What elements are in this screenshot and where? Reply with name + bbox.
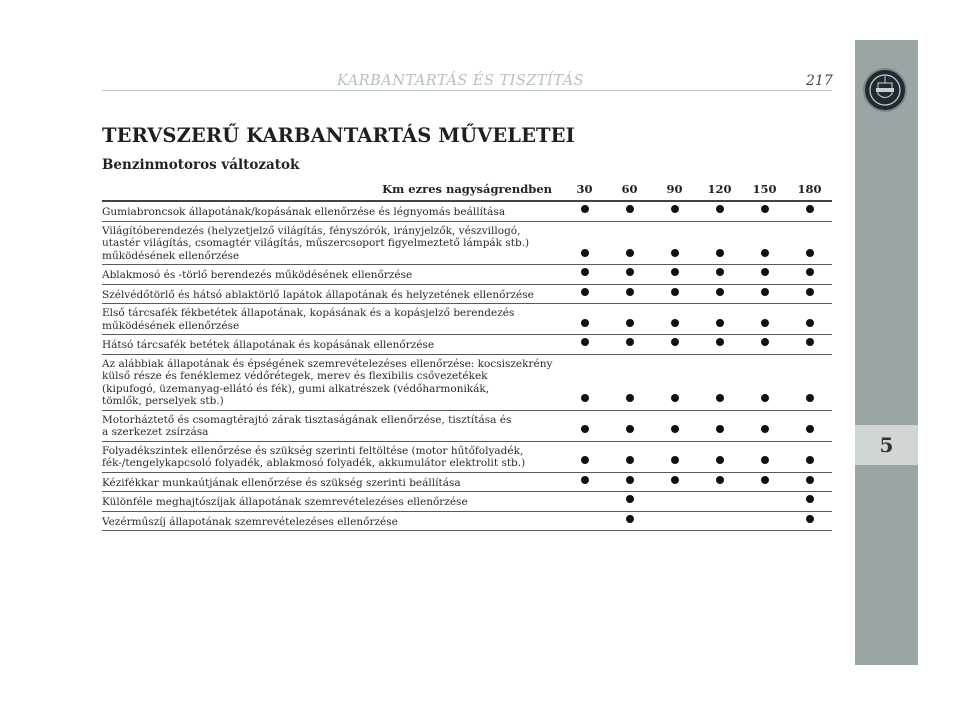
task-description — [102, 221, 562, 265]
table-row — [102, 354, 832, 410]
interval-cell — [697, 354, 742, 410]
scheduled-dot-icon — [761, 205, 769, 213]
scheduled-dot-icon — [716, 338, 724, 346]
scheduled-dot-icon — [581, 456, 589, 464]
empty-cell — [671, 515, 679, 523]
scheduled-dot-icon — [626, 476, 634, 484]
task-description-line: működésének ellenőrzése — [102, 319, 240, 332]
scheduled-dot-icon — [581, 288, 589, 296]
scheduled-dot-icon — [716, 288, 724, 296]
scheduled-dot-icon — [761, 476, 769, 484]
task-description — [102, 304, 562, 335]
scheduled-dot-icon — [626, 394, 634, 402]
interval-cell — [562, 492, 607, 512]
task-description — [102, 472, 562, 492]
interval-cell — [652, 335, 697, 355]
scheduled-dot-icon — [716, 456, 724, 464]
scheduled-dot-icon — [806, 338, 814, 346]
interval-cell — [562, 410, 607, 441]
interval-header: 150 — [742, 178, 787, 201]
interval-cell — [652, 304, 697, 335]
scheduled-dot-icon — [716, 319, 724, 327]
interval-cell — [787, 441, 832, 472]
task-description — [102, 354, 562, 410]
scheduled-dot-icon — [671, 319, 679, 327]
interval-cell — [607, 284, 652, 304]
empty-cell — [716, 515, 724, 523]
interval-cell — [607, 441, 652, 472]
task-description — [102, 511, 562, 531]
task-description — [102, 335, 562, 355]
task-description — [102, 410, 562, 441]
interval-cell — [652, 354, 697, 410]
scheduled-dot-icon — [671, 456, 679, 464]
scheduled-dot-icon — [671, 288, 679, 296]
scheduled-dot-icon — [581, 394, 589, 402]
empty-cell — [761, 515, 769, 523]
scheduled-dot-icon — [716, 205, 724, 213]
interval-cell — [787, 492, 832, 512]
task-description-line: Az alábbiak állapotának és épségének szemrevételezéses ellenőrzése: kocsiszekrény — [102, 357, 553, 370]
task-description-line: külső része és fenéklemez védőrétegek, merev és flexibilis csővezetékek — [102, 370, 488, 382]
interval-cell — [787, 472, 832, 492]
task-description-line: Szélvédőtörlő és hátsó ablaktörlő lapátok állapotának és helyzetének ellenőrzése — [102, 288, 534, 301]
interval-cell — [562, 201, 607, 221]
page-title: TERVSZERŰ KARBANTARTÁS MŰVELETEI — [102, 124, 575, 147]
interval-cell — [697, 284, 742, 304]
interval-header: 60 — [607, 178, 652, 201]
interval-cell — [742, 201, 787, 221]
interval-cell — [607, 335, 652, 355]
interval-cell — [562, 265, 607, 285]
scheduled-dot-icon — [806, 456, 814, 464]
interval-cell — [787, 304, 832, 335]
interval-cell — [652, 492, 697, 512]
scheduled-dot-icon — [761, 338, 769, 346]
interval-cell — [787, 335, 832, 355]
scheduled-dot-icon — [671, 249, 679, 257]
table-row — [102, 472, 832, 492]
scheduled-dot-icon — [761, 288, 769, 296]
scheduled-dot-icon — [761, 249, 769, 257]
empty-cell — [671, 495, 679, 503]
scheduled-dot-icon — [626, 495, 634, 503]
empty-cell — [761, 495, 769, 503]
scheduled-dot-icon — [761, 456, 769, 464]
interval-cell — [697, 304, 742, 335]
chapter-number: 5 — [855, 425, 918, 465]
interval-cell — [607, 472, 652, 492]
interval-cell — [742, 354, 787, 410]
scheduled-dot-icon — [626, 425, 634, 433]
chapter-sidebar — [855, 40, 918, 665]
task-description — [102, 284, 562, 304]
interval-cell — [697, 335, 742, 355]
interval-header: 30 — [562, 178, 607, 201]
task-description-line: Különféle meghajtószíjak állapotának szemrevételezéses ellenőrzése — [102, 496, 468, 508]
table-row — [102, 441, 832, 472]
table-row — [102, 335, 832, 355]
scheduled-dot-icon — [671, 476, 679, 484]
interval-cell — [652, 410, 697, 441]
task-description-line: Világítóberendezés (helyzetjelző világítás, fényszórók, irányjelzők, vészvillogó, — [102, 224, 521, 237]
scheduled-dot-icon — [761, 319, 769, 327]
logo-emblem-icon — [865, 70, 905, 110]
scheduled-dot-icon — [716, 249, 724, 257]
interval-cell — [742, 410, 787, 441]
interval-cell — [697, 511, 742, 531]
page-subtitle: Benzinmotoros változatok — [102, 157, 300, 173]
running-title: KARBANTARTÁS ÉS TISZTÍTÁS — [337, 73, 585, 89]
header-divider — [102, 90, 832, 91]
interval-cell — [787, 221, 832, 265]
interval-cell — [607, 221, 652, 265]
interval-cell — [787, 511, 832, 531]
scheduled-dot-icon — [761, 394, 769, 402]
scheduled-dot-icon — [716, 394, 724, 402]
scheduled-dot-icon — [806, 319, 814, 327]
interval-cell — [787, 201, 832, 221]
interval-header: 180 — [787, 178, 832, 201]
task-description-line: Ablakmosó és -törlő berendezés működésének ellenőrzése — [102, 269, 413, 281]
interval-cell — [742, 221, 787, 265]
scheduled-dot-icon — [806, 495, 814, 503]
interval-cell — [742, 265, 787, 285]
interval-cell — [742, 441, 787, 472]
maintenance-table — [102, 178, 832, 531]
table-row — [102, 511, 832, 531]
interval-cell — [607, 492, 652, 512]
interval-cell — [697, 472, 742, 492]
scheduled-dot-icon — [806, 288, 814, 296]
scheduled-dot-icon — [806, 205, 814, 213]
scheduled-dot-icon — [716, 425, 724, 433]
interval-cell — [787, 265, 832, 285]
interval-cell — [787, 410, 832, 441]
task-description-line: tömlők, perselyek stb.) — [102, 395, 224, 407]
interval-cell — [697, 492, 742, 512]
interval-cell — [787, 354, 832, 410]
scheduled-dot-icon — [671, 425, 679, 433]
task-description-line: Első tárcsafék fékbetétek állapotának, kopásának és a kopásjelző berendezés — [102, 307, 515, 319]
interval-cell — [607, 201, 652, 221]
interval-cell — [562, 304, 607, 335]
scheduled-dot-icon — [806, 515, 814, 523]
scheduled-dot-icon — [761, 268, 769, 276]
scheduled-dot-icon — [626, 338, 634, 346]
scheduled-dot-icon — [581, 476, 589, 484]
scheduled-dot-icon — [716, 476, 724, 484]
scheduled-dot-icon — [626, 456, 634, 464]
interval-cell — [607, 511, 652, 531]
scheduled-dot-icon — [671, 338, 679, 346]
task-description — [102, 492, 562, 512]
task-description-line: utastér világítás, csomagtér világítás, műszercsoport figyelmeztető lámpák stb.) — [102, 237, 530, 249]
task-description-line: fék-/tengelykapcsoló folyadék, ablakmosó folyadék, akkumulátor elektrolit stb.) — [102, 457, 526, 469]
interval-cell — [652, 441, 697, 472]
scheduled-dot-icon — [806, 268, 814, 276]
task-description-line: Hátsó tárcsafék betétek állapotának és kopásának ellenőrzése — [102, 339, 435, 351]
scheduled-dot-icon — [581, 338, 589, 346]
page-number: 217 — [806, 73, 833, 89]
scheduled-dot-icon — [626, 288, 634, 296]
interval-cell — [607, 410, 652, 441]
empty-cell — [716, 495, 724, 503]
scheduled-dot-icon — [581, 425, 589, 433]
task-description-line: működésének ellenőrzése — [102, 249, 240, 262]
table-body — [102, 201, 832, 531]
interval-cell — [652, 284, 697, 304]
interval-cell — [562, 354, 607, 410]
table-row — [102, 304, 832, 335]
interval-cell — [652, 511, 697, 531]
task-description — [102, 265, 562, 285]
interval-header: 90 — [652, 178, 697, 201]
table-row — [102, 201, 832, 221]
scheduled-dot-icon — [626, 268, 634, 276]
task-description-line: Vezérműszíj állapotának szemrevételezéses ellenőrzése — [102, 515, 398, 528]
scheduled-dot-icon — [581, 205, 589, 213]
interval-cell — [652, 201, 697, 221]
scheduled-dot-icon — [581, 249, 589, 257]
interval-cell — [562, 511, 607, 531]
table-row — [102, 492, 832, 512]
task-description-line: Folyadékszintek ellenőrzése és szükség szerinti feltöltése (motor hűtőfolyadék, — [102, 444, 524, 457]
interval-cell — [697, 441, 742, 472]
interval-cell — [562, 441, 607, 472]
task-description — [102, 201, 562, 221]
interval-cell — [742, 335, 787, 355]
empty-cell — [581, 515, 589, 523]
table-header-row — [102, 178, 832, 201]
interval-cell — [652, 221, 697, 265]
interval-cell — [742, 511, 787, 531]
interval-cell — [562, 472, 607, 492]
interval-cell — [562, 284, 607, 304]
task-description-line: (kipufogó, üzemanyag-ellátó és fék), gumi alkatrészek (védőharmonikák, — [102, 382, 490, 395]
km-label: Km ezres nagyságrendben — [102, 178, 562, 201]
scheduled-dot-icon — [761, 425, 769, 433]
interval-cell — [562, 221, 607, 265]
task-description-line: Motorháztető és csomagtérajtó zárak tisztaságának ellenőrzése, tisztítása és — [102, 413, 512, 426]
interval-cell — [562, 335, 607, 355]
interval-cell — [742, 472, 787, 492]
scheduled-dot-icon — [806, 476, 814, 484]
interval-cell — [652, 265, 697, 285]
interval-cell — [742, 492, 787, 512]
interval-cell — [787, 284, 832, 304]
scheduled-dot-icon — [626, 319, 634, 327]
scheduled-dot-icon — [626, 515, 634, 523]
table-row — [102, 284, 832, 304]
lancia-logo — [863, 68, 907, 112]
scheduled-dot-icon — [806, 394, 814, 402]
interval-cell — [607, 265, 652, 285]
interval-cell — [607, 354, 652, 410]
scheduled-dot-icon — [806, 249, 814, 257]
task-description-line: Gumiabroncsok állapotának/kopásának ellenőrzése és légnyomás beállítása — [102, 206, 506, 218]
task-description — [102, 441, 562, 472]
interval-header: 120 — [697, 178, 742, 201]
table-row — [102, 265, 832, 285]
scheduled-dot-icon — [671, 205, 679, 213]
scheduled-dot-icon — [671, 268, 679, 276]
task-description-line: a szerkezet zsírzása — [102, 426, 209, 438]
scheduled-dot-icon — [716, 268, 724, 276]
interval-cell — [697, 265, 742, 285]
interval-cell — [697, 410, 742, 441]
empty-cell — [581, 495, 589, 503]
interval-cell — [652, 472, 697, 492]
table-row — [102, 410, 832, 441]
scheduled-dot-icon — [671, 394, 679, 402]
task-description-line: Kézifékkar munkaútjának ellenőrzése és szükség szerinti beállítása — [102, 476, 461, 489]
interval-cell — [607, 304, 652, 335]
scheduled-dot-icon — [626, 249, 634, 257]
table-row — [102, 221, 832, 265]
interval-cell — [742, 304, 787, 335]
interval-cell — [742, 284, 787, 304]
scheduled-dot-icon — [806, 425, 814, 433]
interval-cell — [697, 201, 742, 221]
scheduled-dot-icon — [626, 205, 634, 213]
scheduled-dot-icon — [581, 319, 589, 327]
scheduled-dot-icon — [581, 268, 589, 276]
interval-cell — [697, 221, 742, 265]
